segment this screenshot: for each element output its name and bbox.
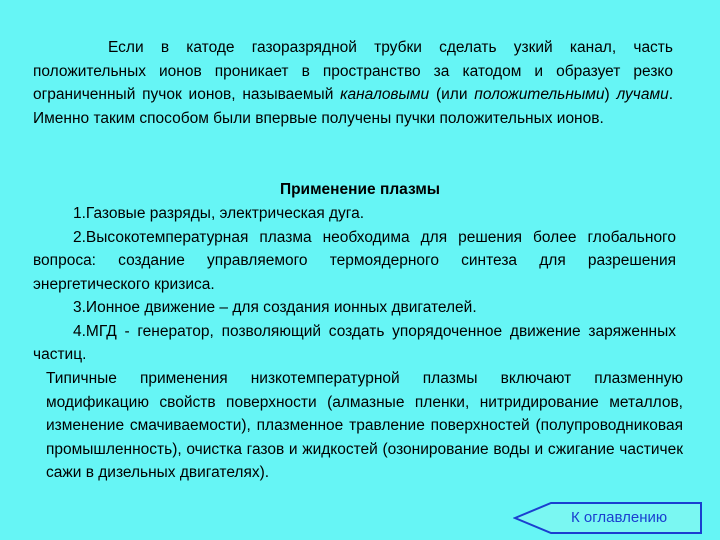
intro-italic-canal: каналовыми <box>340 86 430 103</box>
list-item: 2.Высокотемпературная плазма необходима для решения более глобального вопроса: создание управляемого термоядерного синтеза для разрешения энергетического кризиса. <box>33 228 676 293</box>
intro-text-2: (или <box>429 86 475 103</box>
intro-text-4: . Именно таким способом были впервые получены пучки положительных ионов. <box>33 86 674 127</box>
intro-paragraph <box>33 36 673 130</box>
typical-applications-paragraph: Типичные применения низкотемпературной плазмы включают плазменную модификацию свойств поверхности (алмазные пленки, нитридирование металлов, изменение смачиваемости), плазменное травление поверхностей (полупроводниковая промышленность), очистка газов и жидкостей (озонирование воды и сжигание частичек сажи в дизельных двигателях). <box>46 370 683 481</box>
applications-list <box>33 202 676 367</box>
list-item: 4.МГД - генератор, позволяющий создать упорядоченное движение заряженных частиц. <box>33 322 676 363</box>
table-of-contents-button[interactable] <box>513 502 703 534</box>
list-item: 1.Газовые разряды, электрическая дуга. <box>73 205 365 222</box>
applications-title: Применение плазмы <box>279 181 441 198</box>
intro-text-3: ) <box>604 86 617 103</box>
intro-italic-positive: положительными <box>474 86 605 103</box>
table-of-contents-label: К оглавлению <box>571 509 668 526</box>
intro-italic-rays: лучами <box>616 86 669 103</box>
intro-text-1: Если в катоде газоразрядной трубки сделать узкий канал, часть положительных ионов проникает в пространство за катодом и образует резко ограниченный пучок ионов, называемый <box>33 39 673 103</box>
list-item: 3.Ионное движение – для создания ионных двигателей. <box>73 299 477 316</box>
